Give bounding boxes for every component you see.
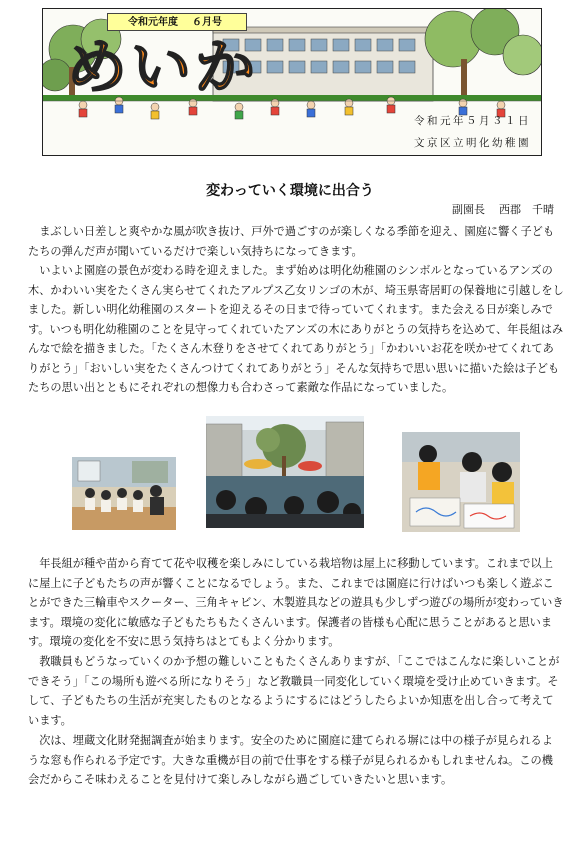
article-byline xyxy=(452,201,554,217)
photo-children-indoors xyxy=(72,457,176,530)
paragraph: 年長組が種や苗から育てて花や収穫を楽しみにしている栽培物は屋上に移動しています。これまで以上に屋上に子どもたちの声が響くことになるでしょう。また、これまでは園庭に行けばいつも楽しく遊ぶことができた三輪車やスクーター、三角キャビン、木製遊具などの遊具も少しずつ遊びの場所が変わっていきます。環境の変化に敏感な子どもたちもたくさんいます。保護者の皆様も心配に思うことがあると思います。環境の変化を不安に思う気持ちはとてもよく分かります。 xyxy=(28,557,564,648)
paragraph: いよいよ園庭の景色が変わる時を迎えました。まず始めは明化幼稚園のシンボルとなっているアンズの木、かわいい実をたくさん実らせてくれたアルプス乙女リンゴの木が、埼玉県寄居町の保養地に引越しをしました。新しい明化幼稚園のスタートを迎えるその日まで待っていてくれます。また会える日が楽しみです。いつも明化幼稚園のことを見守ってくれていたアンズの木にありがとうの気持ちを込めて、年長組はみんなで絵を描きました。「たくさん木登りをさせてくれてありがとう」「かわいいお花を咲かせてくれてありがとう」「おいしい実をたくさんつけてくれてありがとう」そんな気持ちで思い思いに描いた絵は子どもたちの思い出とともにそれぞれの想像力も合わさって素敵な作品になっていました。 xyxy=(28,264,564,394)
issue-date: 令和元年５月３１日 xyxy=(414,115,531,127)
issue-year: 令和元年度 xyxy=(128,17,178,28)
paragraph: まぶしい日差しと爽やかな風が吹き抜け、戸外で過ごすのが楽しくなる季節を迎え、園庭に響く子どもたちの弾んだ声が聞いているだけで楽しい気持ちになってきます。 xyxy=(28,225,555,258)
newsletter-masthead: めいか xyxy=(67,33,259,103)
author-name: 西郡 千晴 xyxy=(499,203,554,216)
photo-courtyard-gathering xyxy=(206,416,364,528)
paragraph: 次は、埋蔵文化財発掘調査が始まります。安全のために園庭に建てられる塀には中の様子が見られるような窓も作られる予定です。大きな重機が目の前で仕事をする様子が見られるかもしれませんね。この機会だからこそ味わえることを見付けて楽しみしながら過ごしていきたいと思います。 xyxy=(28,734,553,786)
issue-month: ６月号 xyxy=(192,17,222,28)
photo-children-drawing xyxy=(402,432,520,532)
paragraph: 教職員もどうなっていくのか予想の難しいこともたくさんありますが、「ここではこんなに楽しいことができそう」「この場所も遊べる所になりそう」など教職員一同変化していく環境を受け止めていきます。そして、子どもたちの生活が充実したものとなるようにするにはどうしたらよいか知恵を出し合って考えています。 xyxy=(28,655,560,727)
article-title: 変わっていく環境に出合う xyxy=(206,183,374,199)
newsletter-header xyxy=(42,8,542,156)
school-name: 文京区立明化幼稚園 xyxy=(414,137,531,149)
author-role: 副園長 xyxy=(452,203,485,216)
trees-right xyxy=(425,9,541,97)
